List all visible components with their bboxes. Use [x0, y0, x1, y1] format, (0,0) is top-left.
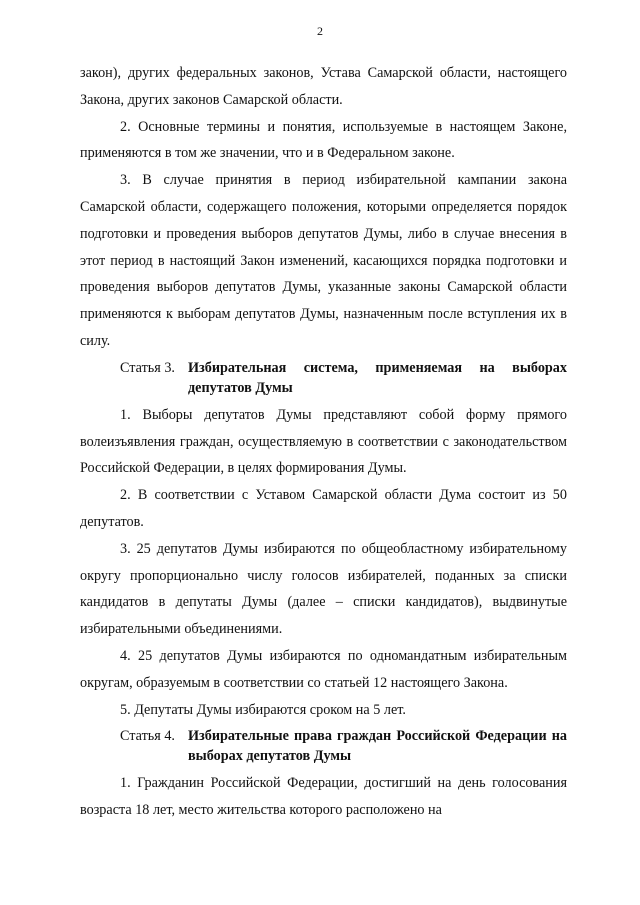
paragraph: 2. Основные термины и понятия, используемые в настоящем Законе, применяются в том же значении, что и в Федеральном законе. [80, 118, 567, 162]
article-4-heading [80, 723, 567, 770]
paragraph: 5. Депутаты Думы избираются сроком на 5 лет. [120, 701, 406, 718]
paragraph: закон), других федеральных законов, Устава Самарской области, настоящего Закона, других законов Самарской области. [80, 65, 567, 108]
paragraph: 4. 25 депутатов Думы избираются по одномандатным избирательным округам, образуемым в соответствии со статьей 12 настоящего Закона. [80, 647, 567, 691]
paragraph: 2. В соответствии с Уставом Самарской области Дума состоит из 50 депутатов. [80, 487, 567, 530]
document-body [80, 60, 567, 824]
article-title: Избирательные права граждан Российской Федерации на выборах депутатов Думы [188, 728, 567, 765]
article-label: Статья 4. [120, 728, 175, 745]
paragraph: 3. 25 депутатов Думы избираются по общеобластному избирательному округу пропорционально числу голосов избирателей, поданных за списки кандидатов в депутаты Думы (далее – списки кандидатов), выдвинутые избирательными объединениями. [80, 540, 567, 638]
paragraph: 3. В случае принятия в период избирательной кампании закона Самарской области, содержащего положения, которыми определяется порядок подготовки и проведения выборов депутатов Думы, либо в случае внесения в этот период в настоящий Закон изменений, касающихся порядка подготовки и проведения выборов депутатов Думы, указанные законы Самарской области применяются к выборам депутатов Думы, назначенным после вступления их в силу. [80, 172, 567, 349]
page-number: 2 [317, 24, 323, 38]
paragraph: 1. Гражданин Российской Федерации, достигший на день голосования возраста 18 лет, место жительства которого расположено на [80, 775, 567, 819]
article-3-heading [80, 355, 567, 402]
article-title: Избирательная система, применяемая на выборах депутатов Думы [188, 359, 567, 396]
paragraph: 1. Выборы депутатов Думы представляют собой форму прямого волеизъявления граждан, осуществляемую в соответствии с законодательством Российской Федерации, в целях формирования Думы. [80, 406, 567, 477]
article-label: Статья 3. [120, 359, 175, 376]
